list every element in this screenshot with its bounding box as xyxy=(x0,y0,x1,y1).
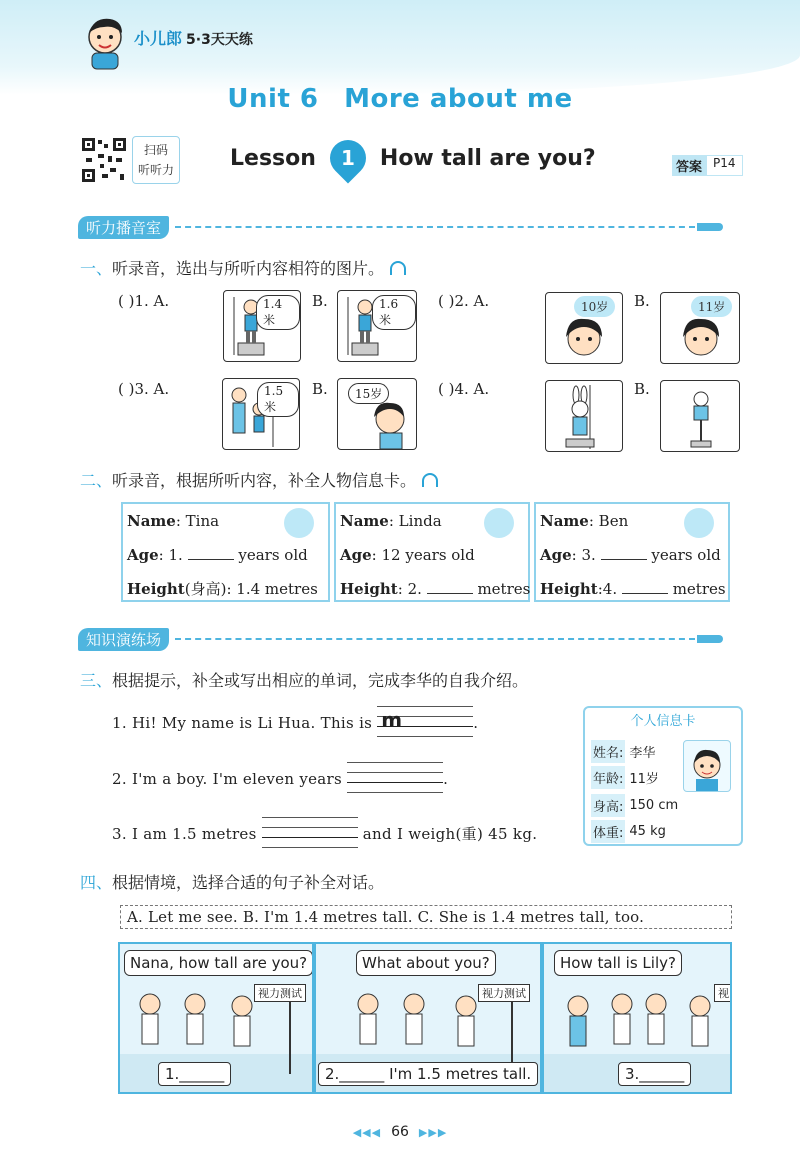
name-value: : Ben xyxy=(588,512,629,530)
info-row-height xyxy=(591,794,678,817)
headphones-icon[interactable] xyxy=(390,261,406,275)
s2-text: 2. I'm a boy. I'm eleven years xyxy=(112,770,343,788)
writing-lines-3[interactable] xyxy=(262,815,358,855)
qr-code-icon[interactable] xyxy=(80,136,128,184)
age-value: : 12 years old xyxy=(371,546,475,564)
pencil-icon xyxy=(697,635,723,643)
q2-text: 听录音，根据所听内容，补全人物信息卡。 xyxy=(112,471,417,490)
info-row-name xyxy=(591,740,655,763)
q1-item-1-picture-b[interactable] xyxy=(337,290,417,362)
q3-sentence-3 xyxy=(112,815,537,855)
age-key: Age xyxy=(540,546,572,564)
q3-text: 根据提示，补全或写出相应的单词，完成李华的自我介绍。 xyxy=(112,671,529,690)
info-value: 45 kg xyxy=(629,824,666,839)
brand-title xyxy=(134,26,253,49)
pencil-icon xyxy=(697,223,723,231)
q1-item-3-b-label[interactable]: B. xyxy=(312,380,328,398)
page-footer xyxy=(0,1124,800,1140)
q3-sentence-2 xyxy=(112,760,448,800)
q1-item-4-picture-b[interactable] xyxy=(660,380,740,452)
blank-4[interactable] xyxy=(622,580,668,594)
name-key: Name xyxy=(540,512,589,530)
q4-number: 四、 xyxy=(80,873,113,892)
q1-item-3-label[interactable]: ( )3. A. xyxy=(118,380,170,398)
section-practice-bar xyxy=(78,628,723,650)
q1-text: 听录音，选出与所听内容相符的图片。 xyxy=(112,259,385,278)
q1-item-1-label[interactable]: ( )1. A. xyxy=(118,292,170,310)
info-cards xyxy=(121,502,730,602)
scan-to-listen-label xyxy=(132,136,180,184)
age-key: Age xyxy=(340,546,372,564)
dialog-scene-3 xyxy=(542,942,732,1094)
info-row-age xyxy=(591,766,659,789)
girl-avatar-icon xyxy=(484,508,514,538)
name-value: : Linda xyxy=(388,512,442,530)
scene-2-bubble: What about you? xyxy=(356,950,496,976)
blank-2[interactable] xyxy=(427,580,473,594)
height-tail: metres xyxy=(672,580,726,598)
dialog-scene-1 xyxy=(118,942,314,1094)
info-card-tina xyxy=(121,502,330,602)
page-number: 66 xyxy=(391,1124,409,1140)
q1-number: 一、 xyxy=(80,259,113,278)
info-key: 体重: xyxy=(591,820,625,843)
answer-label: 答案 xyxy=(672,155,706,176)
height-key: Height xyxy=(127,580,185,598)
unit-name: More about me xyxy=(344,84,573,114)
info-key: 身高: xyxy=(591,794,625,817)
q4-choices-box: A. Let me see. B. I'm 1.4 metres tall. C. She is 1.4 metres tall, too. xyxy=(120,905,732,929)
info-card-title: 个人信息卡 xyxy=(630,714,696,729)
info-row-weight xyxy=(591,820,666,843)
q1-item-3-picture-a[interactable] xyxy=(222,378,300,450)
q1-item-4-label[interactable]: ( )4. A. xyxy=(438,380,490,398)
writing-lines-1[interactable] xyxy=(377,704,473,744)
q1-item-2-b-label[interactable]: B. xyxy=(634,292,650,310)
brand-subtitle: 5·3天天练 xyxy=(186,32,253,48)
boy-mascot-icon xyxy=(82,15,128,71)
age-value: : 1. xyxy=(158,546,183,564)
name-key: Name xyxy=(127,512,176,530)
scan-line-2: 听听力 xyxy=(137,163,174,177)
question-1-title xyxy=(80,256,406,279)
lesson-number-badge xyxy=(322,133,373,184)
lesson-word: Lesson xyxy=(230,145,316,171)
s1-text: 1. Hi! My name is Li Hua. This is xyxy=(112,714,373,732)
scene-3-sign: 视 xyxy=(714,984,732,1002)
q1-item-2-picture-b[interactable] xyxy=(660,292,740,364)
personal-info-card xyxy=(583,706,743,846)
scan-line-1: 扫码 xyxy=(143,143,168,157)
blank-3[interactable] xyxy=(601,546,647,560)
q1-item-3-b-bubble: 15岁 xyxy=(348,383,389,404)
height-key: Height xyxy=(340,580,398,598)
q1-item-3-a-bubble: 1.5米 xyxy=(257,382,299,417)
age-tail: years old xyxy=(651,546,721,564)
section-listening-bar xyxy=(78,216,723,238)
lesson-title xyxy=(230,140,596,176)
writing-lines-2[interactable] xyxy=(347,760,443,800)
blank-1[interactable] xyxy=(188,546,234,560)
age-key: Age xyxy=(127,546,159,564)
info-value: 李华 xyxy=(629,746,656,761)
info-value: 11岁 xyxy=(629,772,659,787)
section-divider xyxy=(175,226,695,228)
s1-end: . xyxy=(473,714,479,732)
li-hua-avatar-icon xyxy=(683,740,731,792)
info-key: 姓名: xyxy=(591,740,625,763)
question-4-title xyxy=(80,870,384,893)
s1-hint-letter: m xyxy=(381,708,403,732)
q1-item-4-picture-a[interactable] xyxy=(545,380,623,452)
scene-3-answer-box[interactable]: 3.______ xyxy=(618,1062,691,1086)
next-arrows-icon: ▶▶▶ xyxy=(418,1126,448,1139)
brand-name: 小儿郎 xyxy=(134,29,183,48)
scene-1-answer-box[interactable]: 1.______ xyxy=(158,1062,231,1086)
q1-item-4-b-label[interactable]: B. xyxy=(634,380,650,398)
unit-label: Unit 6 xyxy=(227,84,319,114)
s3a-text: 3. I am 1.5 metres xyxy=(112,825,257,843)
q1-item-2-picture-a[interactable] xyxy=(545,292,623,364)
height-key: Height xyxy=(540,580,598,598)
scene-1-bubble: Nana, how tall are you? xyxy=(124,950,313,976)
age-value: : 3. xyxy=(571,546,596,564)
info-card-linda xyxy=(334,502,530,602)
q1-item-2-label[interactable]: ( )2. A. xyxy=(438,292,490,310)
scene-1-sign: 视力测试 xyxy=(254,984,306,1002)
s3b-text: and I weigh(重) 45 kg. xyxy=(362,825,538,843)
height-value: (身高): 1.4 metres xyxy=(184,580,318,598)
prev-arrows-icon: ◀◀◀ xyxy=(352,1126,382,1139)
q1-item-1-b-bubble: 1.6米 xyxy=(372,295,416,330)
question-2-title xyxy=(80,468,438,491)
s2-end: . xyxy=(443,770,449,788)
headphones-icon[interactable] xyxy=(422,473,438,487)
scene-3-bubble: How tall is Lily? xyxy=(554,950,682,976)
height-value: :4. xyxy=(597,580,618,598)
q1-item-2-b-bubble: 11岁 xyxy=(691,296,732,317)
height-tail: metres xyxy=(477,580,531,598)
height-value: : 2. xyxy=(397,580,422,598)
q1-item-2-a-bubble: 10岁 xyxy=(574,296,615,317)
dialog-scene-2 xyxy=(314,942,542,1094)
answer-reference xyxy=(672,155,743,176)
q3-sentence-1 xyxy=(112,704,478,744)
q3-number: 三、 xyxy=(80,671,113,690)
answer-page: P14 xyxy=(706,155,743,176)
info-value: 150 cm xyxy=(629,798,679,813)
q1-item-1-picture-a[interactable] xyxy=(223,290,301,362)
q2-number: 二、 xyxy=(80,471,113,490)
scene-2-answer-box[interactable]: 2.______ I'm 1.5 metres tall. xyxy=(318,1062,538,1086)
q4-text: 根据情境，选择合适的句子补全对话。 xyxy=(112,873,385,892)
q1-item-1-a-bubble: 1.4米 xyxy=(256,295,300,330)
section-practice-label: 知识演练场 xyxy=(78,628,169,651)
info-key: 年龄: xyxy=(591,766,625,789)
scene-2-sign: 视力测试 xyxy=(478,984,530,1002)
rabbit-measuring-icon xyxy=(546,381,623,452)
q1-item-3-picture-b[interactable] xyxy=(337,378,417,450)
lesson-number: 1 xyxy=(340,146,355,171)
section-divider xyxy=(175,638,695,640)
question-3-title xyxy=(80,668,528,691)
age-tail: years old xyxy=(238,546,308,564)
boy-avatar-icon xyxy=(684,508,714,538)
rabbit-on-scale-icon xyxy=(661,381,740,452)
q1-item-1-b-label[interactable]: B. xyxy=(312,292,328,310)
girl-avatar-icon xyxy=(284,508,314,538)
section-listening-label: 听力播音室 xyxy=(78,216,169,239)
lesson-question: How tall are you? xyxy=(379,145,596,171)
name-value: : Tina xyxy=(175,512,220,530)
name-key: Name xyxy=(340,512,389,530)
unit-title xyxy=(0,84,800,114)
info-card-ben xyxy=(534,502,730,602)
